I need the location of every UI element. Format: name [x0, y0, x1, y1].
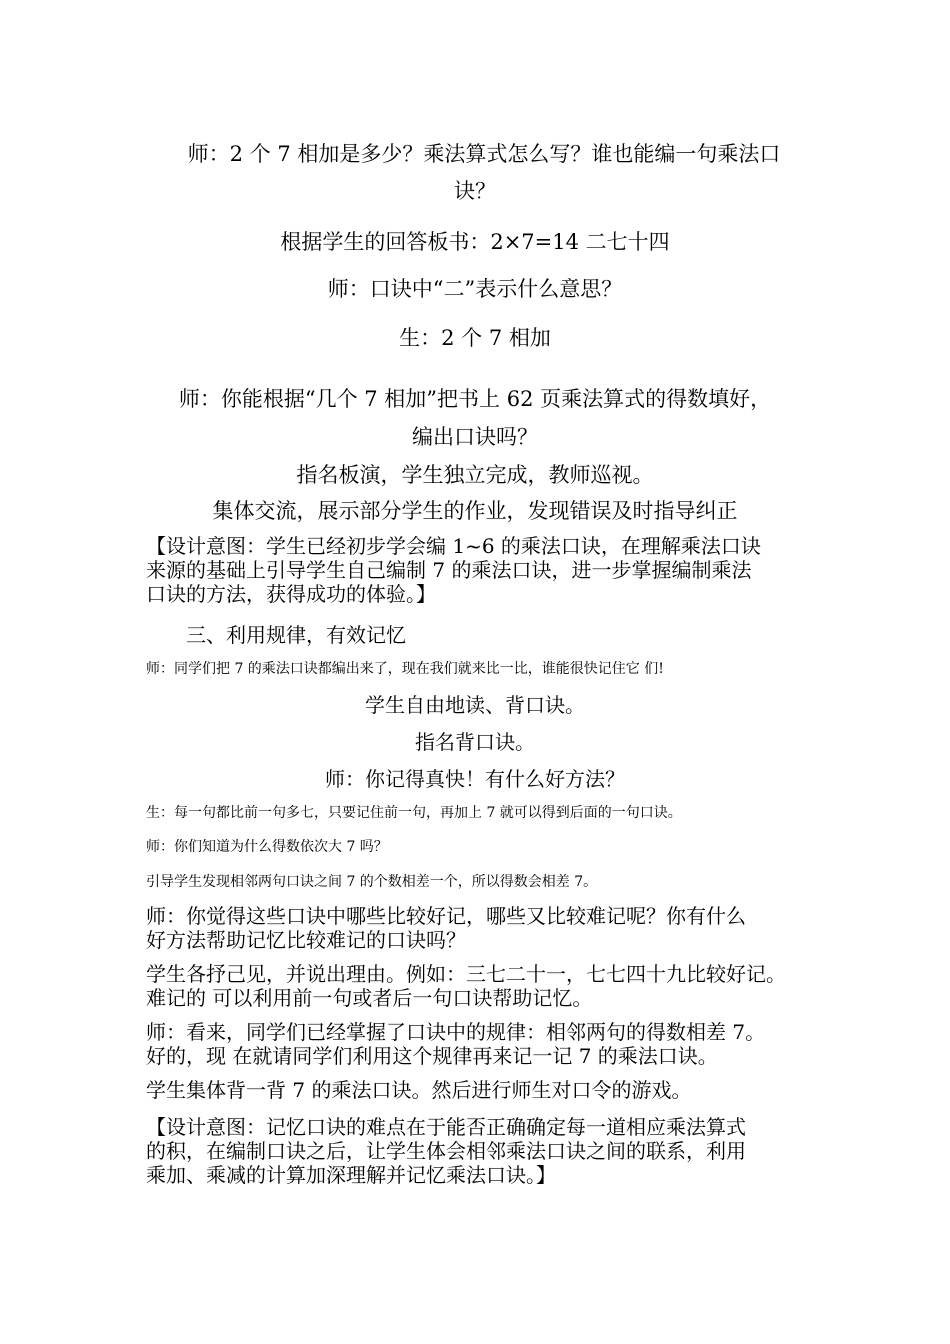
- guide-discovery-small: 引导学生发现相邻两句口诀之间 7 的个数相差一个，所以得数会相差 7。: [146, 874, 598, 890]
- paragraph-students-opinions: [146, 962, 811, 1010]
- teacher-praise-line: 师：你记得真快！有什么好方法？: [325, 767, 625, 791]
- paragraph-line: 学生集体背一背 7 的乘法口诀。然后进行师生对口令的游戏。: [146, 1078, 692, 1102]
- board-writing-line: 根据学生的回答板书：2×7=14 二七十四: [280, 230, 670, 254]
- paragraph-line: 难记的 可以利用前一句或者后一句口诀帮助记忆。: [146, 986, 593, 1010]
- student-answer-line: 生：2 个 7 相加: [399, 326, 551, 350]
- design-intent-1-line-3: 口诀的方法，获得成功的体验。】: [146, 582, 436, 606]
- design-intent-1-line-2: 来源的基础上引导学生自己编制 7 的乘法口诀，进一步掌握编制乘法: [146, 558, 752, 582]
- design-intent-2-line-1: 【设计意图：记忆口诀的难点在于能否正确确定每一道相应乘法算式: [146, 1115, 746, 1139]
- teacher-task-line: 师：你能根据“几个 7 相加”把书上 62 页乘法算式的得数填好，: [178, 387, 772, 411]
- teacher-prompt-small: 师：同学们把 7 的乘法口诀都编出来了，现在我们就来比一比，谁能很快记住它 们!: [146, 661, 664, 677]
- paragraph-line: 师：看来，同学们已经掌握了口诀中的规律：相邻两句的得数相差 7。: [146, 1020, 766, 1044]
- paragraph-line: 学生各抒己见，并说出理由。例如：三七二十一，七七四十九比较好记。: [146, 962, 786, 986]
- paragraph-recite-game: [146, 1078, 811, 1102]
- teacher-why-small: 师：你们知道为什么得数依次大 7 吗？: [146, 839, 388, 855]
- design-intent-1-line-1: 【设计意图：学生已经初步学会编 1~6 的乘法口诀，在理解乘法口诀: [146, 534, 761, 558]
- design-intent-1: [146, 534, 811, 606]
- student-read-line: 学生自由地读、背口诀。: [365, 693, 585, 717]
- section-heading-3: 三、利用规律，有效记忆: [186, 623, 406, 647]
- board-practice-line: 指名板演，学生独立完成，教师巡视。: [296, 463, 654, 487]
- paragraph-line: 好的，现 在就请同学们利用这个规律再来记一记 7 的乘法口诀。: [146, 1044, 718, 1068]
- paragraph-line: 师：你觉得这些口诀中哪些比较好记，哪些又比较难记呢？你有什么: [146, 904, 746, 928]
- student-method-small: 生：每一句都比前一句多七，只要记住前一句，再加上 7 就可以得到后面的一句口诀。: [146, 805, 682, 821]
- paragraph-teacher-rule: [146, 1020, 811, 1068]
- design-intent-2: [146, 1115, 811, 1187]
- group-exchange-line: 集体交流，展示部分学生的作业，发现错误及时指导纠正: [212, 499, 738, 523]
- recite-line: 指名背口诀。: [415, 730, 535, 754]
- design-intent-2-line-2: 的积，在编制口诀之后，让学生体会相邻乘法口诀之间的联系，利用: [146, 1139, 746, 1163]
- teacher-question-line: 师：2 个 7 相加是多少？乘法算式怎么写？谁也能编一句乘法口: [187, 142, 781, 166]
- paragraph-teacher-easy-hard: [146, 904, 811, 952]
- paragraph-line: 好方法帮助记忆比较难记的口诀吗？: [146, 928, 466, 952]
- design-intent-2-line-3: 乘加、乘减的计算加深理解并记忆乘法口诀。】: [146, 1163, 556, 1187]
- teacher-task-line-cont: 编出口诀吗？: [412, 425, 538, 449]
- teacher-question-meaning: 师：口诀中“二”表示什么意思？: [327, 277, 623, 301]
- teacher-question-line-cont: 诀？: [454, 179, 496, 203]
